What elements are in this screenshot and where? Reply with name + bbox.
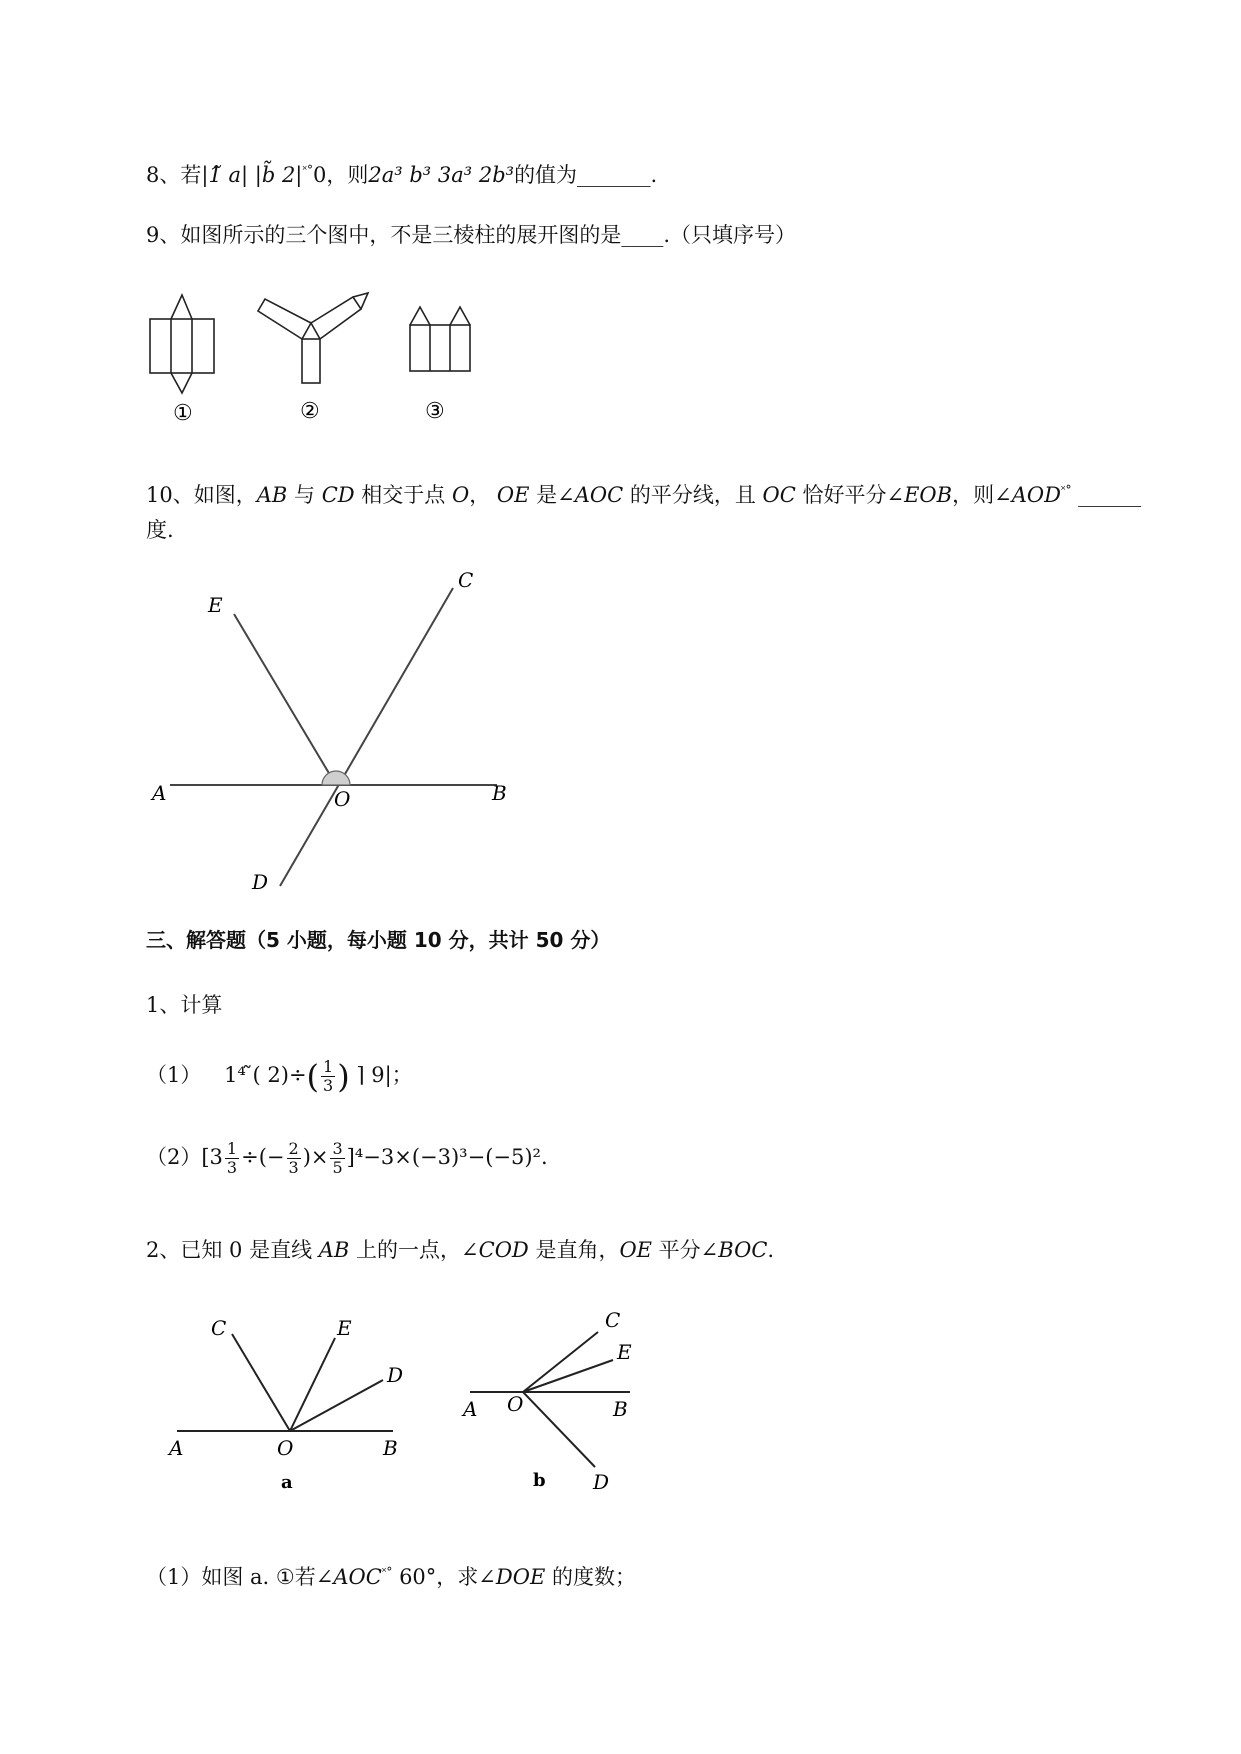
p1-item2-fraction-3 [330,1140,344,1177]
fig-a-label-o: O [277,1436,294,1460]
label-d: D [252,870,269,894]
prism-net-3 [410,307,470,371]
label-o: O [334,787,351,811]
q9-figures [140,285,480,425]
fig-b-label-e: E [617,1340,632,1364]
line-cd [280,588,453,886]
p2-cod: COD [478,1238,529,1262]
problem-1-item-2 [146,1140,548,1177]
q10-aod: AOD [1011,483,1061,507]
q10-o: O [451,483,470,507]
p2-equals-glyph: ˟° [381,1565,393,1579]
p1-item1-frac-den: 3 [323,1076,334,1095]
p1-item2-mid2: )× [302,1145,329,1169]
q8-tail: 的值为_______. [514,163,658,187]
fig-a-ray-oc [232,1334,290,1431]
q8-equals-glyph: ˟° [302,163,313,177]
fig-a-label-a: A [169,1436,184,1460]
p2-sub1-a: （1）如图 a. ①若∠ [146,1565,334,1589]
label-b: B [492,781,507,805]
p1-item2-tail: ]⁴−3×(−3)³−(−5)². [346,1145,548,1169]
p1-title: 1、计算 [146,993,223,1017]
fig-a-ray-od [290,1380,383,1431]
q10-figure [140,560,540,900]
fig-a-label-e: E [337,1316,352,1340]
fig-b-ray-od [523,1392,595,1467]
p1-item2-mixed-den: 3 [226,1158,238,1177]
q8-prefix: 8、若| [146,163,209,187]
p1-item1-frac-num: 1 [323,1057,334,1076]
label-c: C [458,568,474,592]
fig-b-ray-oe [523,1360,613,1392]
q10-text-d: ， [469,483,497,507]
p2-doe: DOE [495,1565,546,1589]
label-a: A [152,781,167,805]
p1-item1-paren-right: ) [337,1057,350,1096]
fig-b-label-d: D [593,1470,610,1494]
p2-figure-b [455,1300,665,1500]
q8-eq: 0，则 [312,163,369,187]
fig-a-caption: a [281,1472,293,1493]
fig-b-label-o: O [507,1392,524,1416]
q10-text-f: 的平分线，且 [623,483,763,507]
q10-oc: OC [762,483,796,507]
section-3-heading-text: 三、解答题（5 小题，每小题 10 分，共计 50 分） [146,928,611,952]
p2-text-c: 是直角， [528,1238,620,1262]
q8-body: 1̃ a| |b̃ 2| [208,163,303,187]
prism-net-2 [258,293,368,383]
p2-boc: BOC [718,1238,768,1262]
p1-item1-paren-left: ( [306,1057,320,1096]
p1-item2-f2-den: 3 [288,1158,299,1177]
p1-item2-mid1: ÷(− [241,1145,285,1169]
fig-b-label-b: B [613,1397,628,1421]
q10-text-a: 10、如图， [146,483,257,507]
fig-b-label-a: A [463,1397,478,1421]
q10-ab: AB [256,483,288,507]
p1-item2-fraction-2 [287,1140,301,1177]
fig-a-label-c: C [211,1316,227,1340]
p1-item1-expr-a: 1⁴ ̃( 2)÷ [224,1063,307,1087]
fig-a-label-d: D [387,1363,404,1387]
q10-text-g: 恰好平分∠ [795,483,905,507]
q9-label-2: ② [300,399,320,424]
p1-item2-label: （2）[3 [146,1145,223,1169]
p2-figure-a [155,1300,435,1500]
p1-item2-f3-num: 3 [332,1139,343,1158]
q9-label-1: ① [173,401,193,425]
fig-a-label-b: B [383,1436,398,1460]
p2-text-d: 平分∠ [652,1238,719,1262]
q8-expr: 2a³ b³ 3a³ 2b³ [368,163,515,187]
q10-equals-glyph: ˟° [1060,483,1072,497]
q10-eob: EOB [904,483,953,507]
problem-2-sub-1 [146,1557,636,1592]
fig-b-ray-oc [523,1332,598,1392]
q10-text-c: 相交于点 [354,483,452,507]
q10-cd: CD [321,483,355,507]
fig-b-label-c: C [605,1308,621,1332]
p2-aoc: AOC [333,1565,382,1589]
p2-text-b: 上的一点，∠ [349,1238,479,1262]
q10-text-e: 是∠ [529,483,575,507]
question-10-line1 [146,475,1141,510]
problem-1-title [146,990,222,1020]
p1-item1-label: （1） [146,1063,202,1087]
p2-text-e: . [767,1238,775,1262]
question-10-line2 [146,515,174,545]
section-3-heading [146,925,610,955]
ray-oe [234,614,336,785]
problem-2-statement [146,1235,774,1265]
q10-blank: ______ [1071,483,1142,507]
p1-item1-expr-b: ⌉ 9|； [349,1063,413,1087]
q9-text: 9、如图所示的三个图中，不是三棱柱的展开图的是____.（只填序号） [146,223,797,247]
q10-aoc: AOC [574,483,624,507]
q10-oe: OE [496,483,530,507]
p2-sub1-c: 的度数； [545,1565,636,1589]
fig-a-ray-oe [290,1338,335,1431]
p1-item2-mixed-fraction [225,1140,239,1177]
p1-item2-f3-den: 5 [332,1158,343,1177]
fig-b-caption: b [533,1470,546,1491]
q9-label-3: ③ [425,399,445,424]
q10-text-b: 与 [287,483,322,507]
p1-item2-f2-num: 2 [288,1139,299,1158]
prism-net-1 [150,295,214,393]
p2-ab: AB [318,1238,350,1262]
question-8 [146,155,657,190]
p2-oe: OE [619,1238,652,1262]
p1-item2-mixed-num: 1 [226,1139,238,1158]
problem-1-item-1 [146,1058,413,1095]
question-9 [146,220,796,250]
p1-item1-fraction [321,1058,335,1095]
p2-sub1-b: 60°，求∠ [392,1565,496,1589]
p2-text-a: 2、已知 0 是直线 [146,1238,319,1262]
q10-line2: 度. [146,518,174,542]
label-e: E [208,593,223,617]
q10-text-h: ，则∠ [952,483,1012,507]
